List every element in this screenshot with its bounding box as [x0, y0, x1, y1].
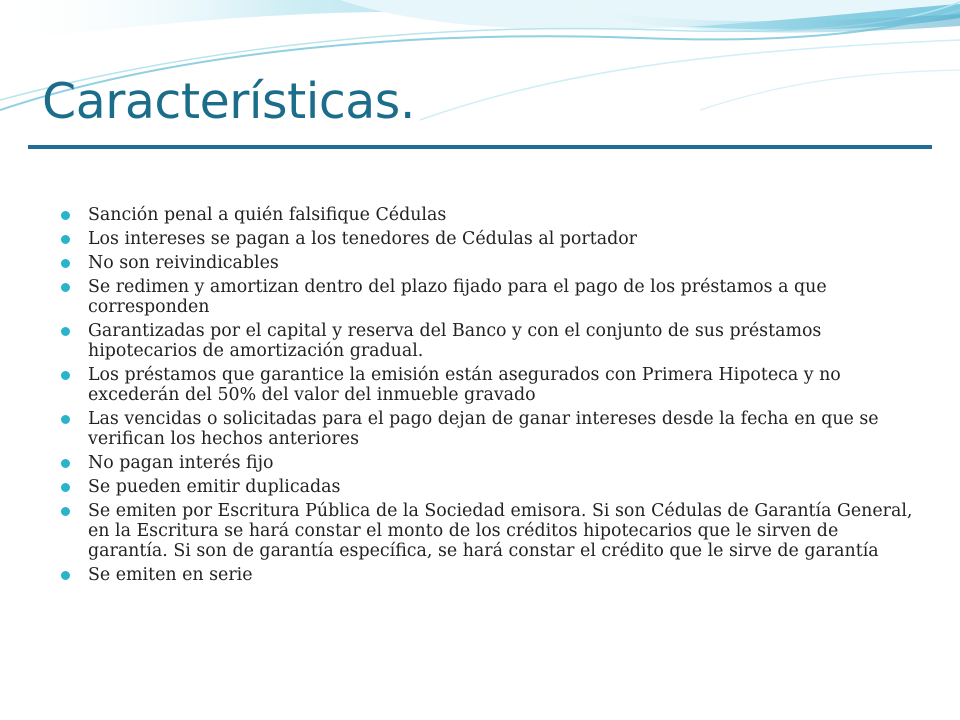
bullet-icon: [61, 459, 70, 468]
bullet-icon: [61, 507, 70, 516]
list-item: [60, 477, 920, 497]
bullet-icon: [61, 483, 70, 492]
list-item-text: Los intereses se pagan a los tenedores de Cédulas al portador: [88, 229, 637, 249]
list-item-text: Se redimen y amortizan dentro del plazo fijado para el pago de los préstamos a que corresponden: [88, 277, 827, 317]
list-item: [60, 321, 920, 361]
list-item-text: Se emiten en serie: [88, 565, 253, 585]
list-item: [60, 205, 920, 225]
list-item: [60, 365, 920, 405]
bullet-icon: [61, 283, 70, 292]
list-item: [60, 565, 920, 585]
list-item: [60, 277, 920, 317]
bullet-icon: [61, 415, 70, 424]
bullet-icon: [61, 371, 70, 380]
bullet-icon: [61, 571, 70, 580]
list-item-text: No pagan interés fijo: [88, 453, 274, 473]
list-item-text: Se emiten por Escritura Pública de la Sociedad emisora. Si son Cédulas de Garantía General, en la Escritura se hará constar el monto de los créditos hipotecarios que le sirven de garantía. Si son de garantía específica, se hará constar el crédito que le sirve de garantía: [88, 501, 913, 561]
list-item-text: No son reivindicables: [88, 253, 279, 273]
list-item-text: Garantizadas por el capital y reserva del Banco y con el conjunto de sus préstamos hipotecarios de amortización gradual.: [88, 321, 822, 361]
list-item: [60, 229, 920, 249]
list-item-text: Los préstamos que garantice la emisión están asegurados con Primera Hipoteca y no excederán del 50% del valor del inmueble gravado: [88, 365, 841, 405]
list-item-text: Se pueden emitir duplicadas: [88, 477, 341, 497]
title-underline: [28, 145, 932, 149]
list-item: [60, 501, 920, 561]
slide-title: Características.: [42, 73, 415, 130]
list-item-text: Sanción penal a quién falsifique Cédulas: [88, 205, 447, 225]
bullet-icon: [61, 327, 70, 336]
bullet-icon: [61, 211, 70, 220]
list-item: [60, 409, 920, 449]
bullet-list: [60, 205, 920, 589]
bullet-icon: [61, 235, 70, 244]
bullet-icon: [61, 259, 70, 268]
list-item: [60, 453, 920, 473]
list-item: [60, 253, 920, 273]
list-item-text: Las vencidas o solicitadas para el pago dejan de ganar intereses desde la fecha en que se verifican los hechos anteriores: [88, 409, 879, 449]
